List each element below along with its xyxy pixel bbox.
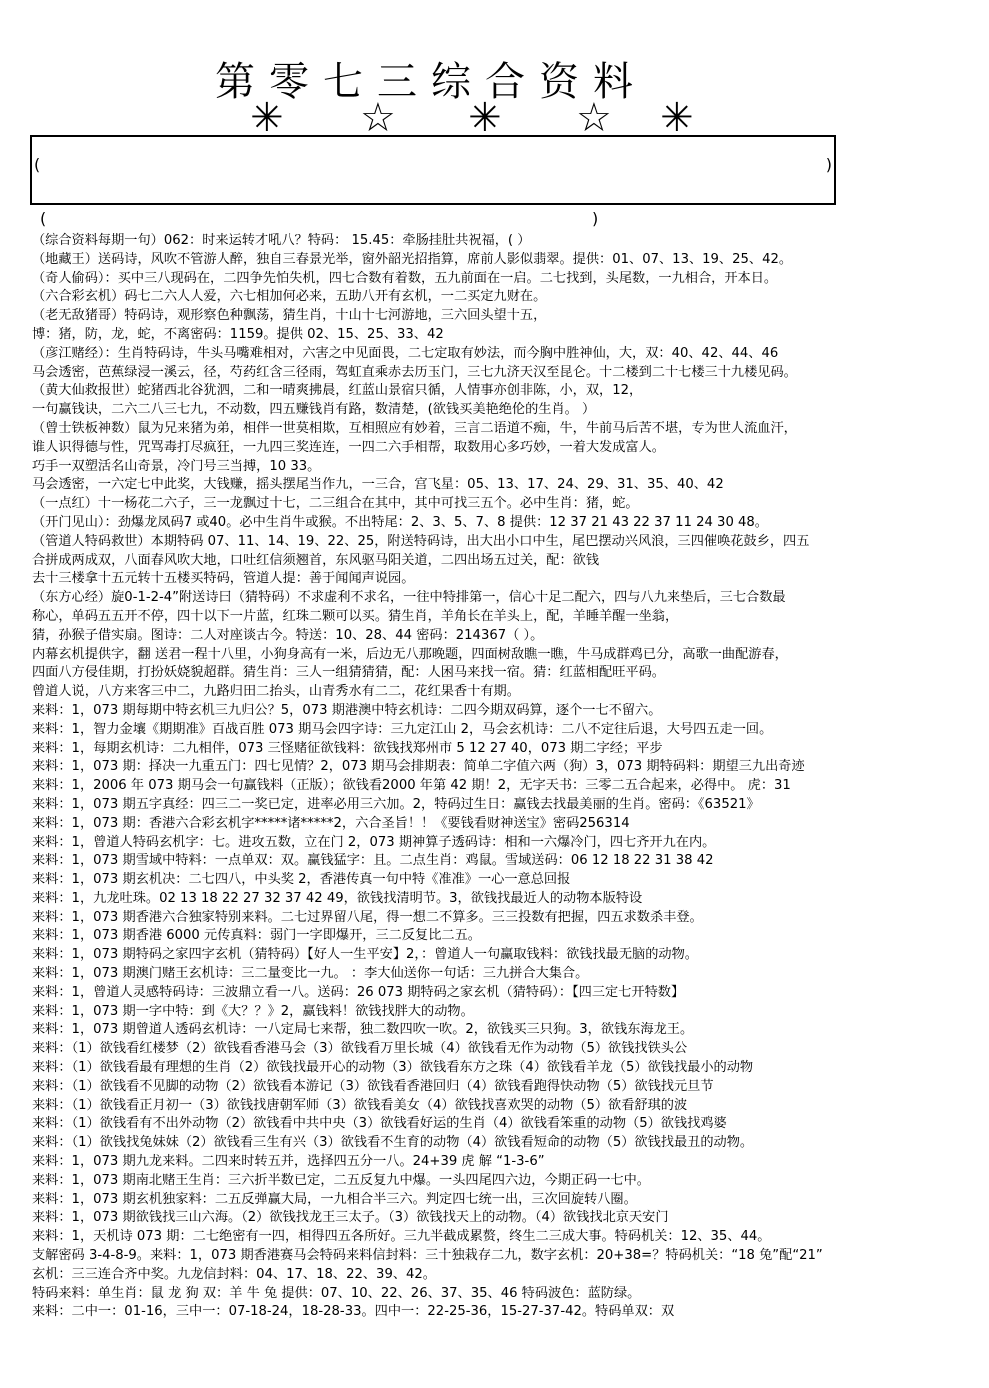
text-line: （六合彩玄机）码七二六人人爱，六七相加何必来，五助八开有玄机，一二买定九财在。 — [32, 289, 547, 305]
text-line: 来料：1，073 期香港六合独家特别来料。二七过界留八尾，得一想二不算多。三三投数有把握，四五求数杀丰登。 — [32, 909, 703, 925]
text-line: 来料：1，073 期玄机决：二七四八，中头奖 2，香港传真一句中特《准准》一心一意总回报 — [32, 872, 571, 888]
text-line: 玄机：三三连合齐中奖。九龙信封料：04、17、18、22、39、42。 — [32, 1266, 436, 1282]
text-line: 来料：1，073 期：择决一九重五门：四七见情？2，073 期马会排期表：简单二字值六两（狗）3，073 期特码料：期望三九出奇迹 — [32, 759, 805, 775]
text-line: （老无敌猪哥）特码诗，观形察色种飘荡，猜生肖，十山十七河游地，三六回头望十五， — [32, 308, 547, 324]
text-line: 来料：1，073 期每期中特玄机三九归公？5，073 期港澳中特玄机诗：二四今期双码算，逐个一七不留六。 — [32, 702, 662, 718]
asterisk-icon: ✳ — [468, 95, 502, 141]
text-line: 来料：1，073 期南北赌王生肖：三六折半数已定，二五反复九中爆。一头四尾四六边，今期正码一七中。 — [32, 1172, 650, 1188]
text-line: （黄大仙救报世）蛇猪西北谷犹泗，二和一晴爽拂晨，红蓝山景宿只循，人情事亦创非陈，小，双，12， — [32, 383, 643, 399]
text-line: 来料：1，每期玄机诗：二九相伴，073 三怪赌征欲钱料：欲钱找郑州市 5 12 27 40，073 期二字经；平步 — [32, 740, 663, 756]
text-line: 称心，单码五五开不停，四十以下一片蓝，红珠二颗可以买。猜生肖，羊角长在羊头上，配，羊睡羊醒一坐翁， — [32, 608, 679, 624]
text-line: 来料：1，曾道人特码玄机字：七。进攻五数，立在门 2，073 期神算子透码诗：相和一六爆冷门，四七齐开九在内。 — [32, 834, 716, 850]
text-line: 来料：1，曾道人灵感特码诗：三波鼎立看一八。送码：26 073 期特码之家玄机（猜特码）：【四三定七开特数】 — [32, 984, 685, 1000]
text-line: （管道人特码救世）本期特码 07、11、14、19、22、25，附送特码诗，出大出小口中生，尾巴摆动兴风浪，三四催唤花鼓乡，四五 — [32, 533, 810, 549]
text-line: （开门见山）：劲爆龙凤码7 或40。必中生肖牛或猴。不出特尾：2、3、5、7、8 提供：12 37 21 43 22 37 11 24 30 48。 — [32, 514, 768, 530]
text-line: （曾士铁板神数）鼠为兄来猪为弟，相伴一世莫相欺，互相照应有妙着，三言二语道不痴，牛，牛前马后苦不堪，专为世人流血汗， — [32, 420, 797, 436]
text-line: 内幕玄机提供字，翻 送君一程十八里，小狗身高有一米，后边无八那晚题，四面树敌瞧一瞧，牛马成群鸡已分，高歌一曲配游春， — [32, 646, 788, 662]
text-line: 来料：（1）欲钱找兔妹妹（2）欲钱看三生有兴（3）欲钱看不生育的动物（4）欲钱看短命的动物（5）欲钱找最丑的动物。 — [32, 1135, 754, 1151]
second-right-paren: ) — [592, 209, 599, 228]
text-line: 合拼成两成双，八面春风吹大地，口吐红信须翘首，东风驱马阳关道，二四出场五过关，配：欲钱 — [32, 552, 600, 568]
text-line: 来料：二中一：01-16，三中一：07-18-24，18-28-33。四中一：22-25-36，15-27-37-42。特码单双：双 — [32, 1304, 675, 1320]
text-line: 谁人识得德与性，咒骂毒打尽疯狂，一九四三奖连连，一四二六手相帮，取数用心多巧妙，一着大发成富人。 — [32, 439, 665, 455]
text-line: 来料：1，073 期一字中特：到《大？？》2，赢钱料！欲钱找胖大的动物。 — [32, 1003, 474, 1019]
text-line: （地藏王）送码诗，风吹不管游人醉，独自三春景光举，窗外韶光招指算，席前人影似翡翠。提供：01、07、13、19、25、42。 — [32, 251, 793, 267]
text-line: 曾道人说，八方来客三中二，九路归田二抬头，山青秀水有二二，花红果香十有期。 — [32, 684, 520, 700]
text-line: 猜，孙猴子借实扇。图诗：二人对座谈古今。特送：10、28、44 密码：214367（ ）。 — [32, 627, 544, 643]
text-line: 来料：1，073 期香港 6000 元传真料：弱门一字即爆开，三二反复比二五。 — [32, 928, 481, 944]
text-line: 特码来料：单生肖：鼠 龙 狗 双：羊 牛 兔 提供：07、10、22、26、37、35、46 特码波色：蓝防绿。 — [32, 1285, 641, 1301]
box-right-paren: ) — [825, 155, 832, 174]
box-left-paren: ( — [34, 155, 41, 174]
text-line: 来料：1，2006 年 073 期马会一句赢钱料（正版）；欲钱看2000 年第 42 期！2，无字天书：三零二五合起来，必得中。 虎：31 — [32, 778, 791, 794]
text-line: 博：猪，防，龙，蛇，不离密码：1159。提供 02、15、25、33、42 — [32, 326, 444, 342]
text-line: 来料：1，073 期澳门赌王玄机诗：三二量变比一九。 ：李大仙送你一句话：三九拼合大集合。 — [32, 966, 589, 982]
text-line: 来料：1，073 期特码之家四字玄机（猜特码）【好人一生平安】2，：曾道人一句赢取钱料：欲钱找最无脑的动物。 — [32, 947, 698, 963]
page-title: 第零七三综合资料 — [215, 59, 647, 105]
text-line: 马会透密，芭蕉绿浸一溪云，径，芍药红含三径雨，驾虹直乘赤去历玉门，三七九济天汉至昆仑。十二楼到二十七楼三十九楼见码。 — [32, 364, 797, 380]
text-line: 来料：1，073 期：香港六合彩玄机字*****诸*****2，六合圣旨！！《要钱看财神送宝》密码256314 — [32, 815, 630, 831]
asterisk-icon: ✳ — [660, 95, 694, 141]
header-box — [30, 135, 836, 205]
text-line: （奇人偷码）：买中三八现码在，二四争先怕失机，四七合数有着数，五九前面在一启。二七找到，头尾数，一九相合，开本日。 — [32, 270, 778, 286]
text-line: 支解密码 3-4-8-9。来料：1，073 期香港赛马会特码来料信封料：三十独栽存二九，数字玄机：20+38=？特码机关：“18 兔”配“21” — [32, 1248, 823, 1264]
text-line: 四面八方侵佳期，打扮妖娆貌超群。猜生肖：三人一组猜猜猜，配：人困马来找一宿。猜：红蓝相配旺平码。 — [32, 665, 665, 681]
text-line: 来料：1，073 期五字真经：四三二一奖已定，进率必用三六加。2，特码过生日：赢钱去找最美丽的生肖。密码：《63521》 — [32, 796, 760, 812]
star-icon: ☆ — [360, 95, 396, 141]
text-line: （综合资料每期一句）062：时来运转才吼八？特码： 15.45：牵肠挂肚共祝福，( ） — [32, 233, 531, 248]
text-line: 去十三楼拿十五元转十五楼买特码，管道人提：善于闻闻声说园。 — [32, 571, 415, 587]
text-line: 来料：（1）欲钱看有不出外动物（2）欲钱看中共中央（3）欲钱看好运的生肖（4）欲钱看笨重的动物（5）欲钱找鸡婆 — [32, 1116, 727, 1132]
text-line: 一句赢钱诀，二六二八三七九，不动数，四五赚钱肖有路，数清楚，(欲钱买美艳绝伦的生肖。 ） — [32, 402, 596, 418]
text-line: （彦江赌经）：生肖特码诗，牛头马嘴难相对，六害之中见面畏，二七定取有妙法，而今胸中胜神仙，大，双：40、42、44、46 — [32, 345, 779, 361]
star-icon: ☆ — [576, 95, 612, 141]
asterisk-icon: ✳ — [250, 95, 284, 141]
text-line: 巧手一双塑活名山奇景，冷门号三当搏，10 33。 — [32, 458, 321, 474]
text-line: 马会透密，一六定七中此奖，大钱赚，摇头摆尾当作九，一三合，宫飞星：05、13、17、24、29、31、35、40、42 — [32, 477, 724, 493]
text-line: 来料：1，智力金壤《期期准》百战百胜 073 期马会四字诗：三九定江山 2，马会玄机诗：二八不定往后退，大号四五走一回。 — [32, 721, 773, 737]
text-line: 来料：1，073 期九龙来料。二四来时转五并，选择四五分一八。24+39 虎 解 “1-3-6” — [32, 1154, 545, 1170]
content-lines — [32, 232, 962, 1322]
text-line: 来料：1，073 期玄机独家料：二五反弹赢大局，一九相合半三六。判定四七统一出，三次回旋转八圈。 — [32, 1191, 637, 1207]
second-left-paren: ( — [40, 209, 47, 228]
text-line: （一点红）十一杨花二六子，三一龙飘过十七，二三组合在其中，其中可找三五个。必中生肖：猪，蛇。 — [32, 496, 639, 512]
text-line: 来料：1，九龙吐珠。02 13 18 22 27 32 37 42 49，欲钱找清明节。3，欲钱找最近人的动物本版特设 — [32, 890, 643, 906]
text-line: （东方心经）旋0-1-2-4”附送诗曰（猜特码）不求虚利不求名，一往中特排第一，信心十足二配六，四与八九来垫后，三七合数最 — [32, 590, 786, 606]
text-line: 来料：（1）欲钱看正月初一（3）欲钱找唐朝军师（3）欲钱看美女（4）欲钱找喜欢哭的动物（5）欲看舒琪的波 — [32, 1097, 688, 1113]
text-line: 来料：1，073 期曾道人透码玄机诗：一八定局七来帮，独二数四吹一吹。2，欲钱买三只狗。3，欲钱东海龙王。 — [32, 1022, 694, 1038]
text-line: 来料：（1）欲钱看最有理想的生肖（2）欲钱找最开心的动物（3）欲钱看东方之珠（4）欲钱看羊龙（5）欲钱找最小的动物 — [32, 1060, 754, 1076]
text-line: 来料：1，073 期雪域中特料：一点单双：双。赢钱猛字：且。二点生肖：鸡鼠。雪域送码：06 12 18 22 31 38 42 — [32, 853, 714, 869]
text-line: 来料：（1）欲钱看红楼梦（2）欲钱看香港马会（3）欲钱看万里长城（4）欲钱看无作为动物（5）欲钱找铁头公 — [32, 1041, 688, 1057]
star-row — [250, 95, 710, 141]
text-line: 来料：1，天机诗 073 期：二七绝密有一四，相得四五各所好。三九半截成累赘，终生二三成大事。特码机关：12、35、44。 — [32, 1229, 771, 1245]
text-line: 来料：1，073 期欲钱找三山六海。（2）欲钱找龙王三太子。（3）欲钱找天上的动物。（4）欲钱找北京天安门 — [32, 1210, 669, 1226]
text-line: 来料：（1）欲钱看不见脚的动物（2）欲钱看本游记（3）欲钱看香港回归（4）欲钱看跑得快动物（5）欲钱找元旦节 — [32, 1078, 714, 1094]
